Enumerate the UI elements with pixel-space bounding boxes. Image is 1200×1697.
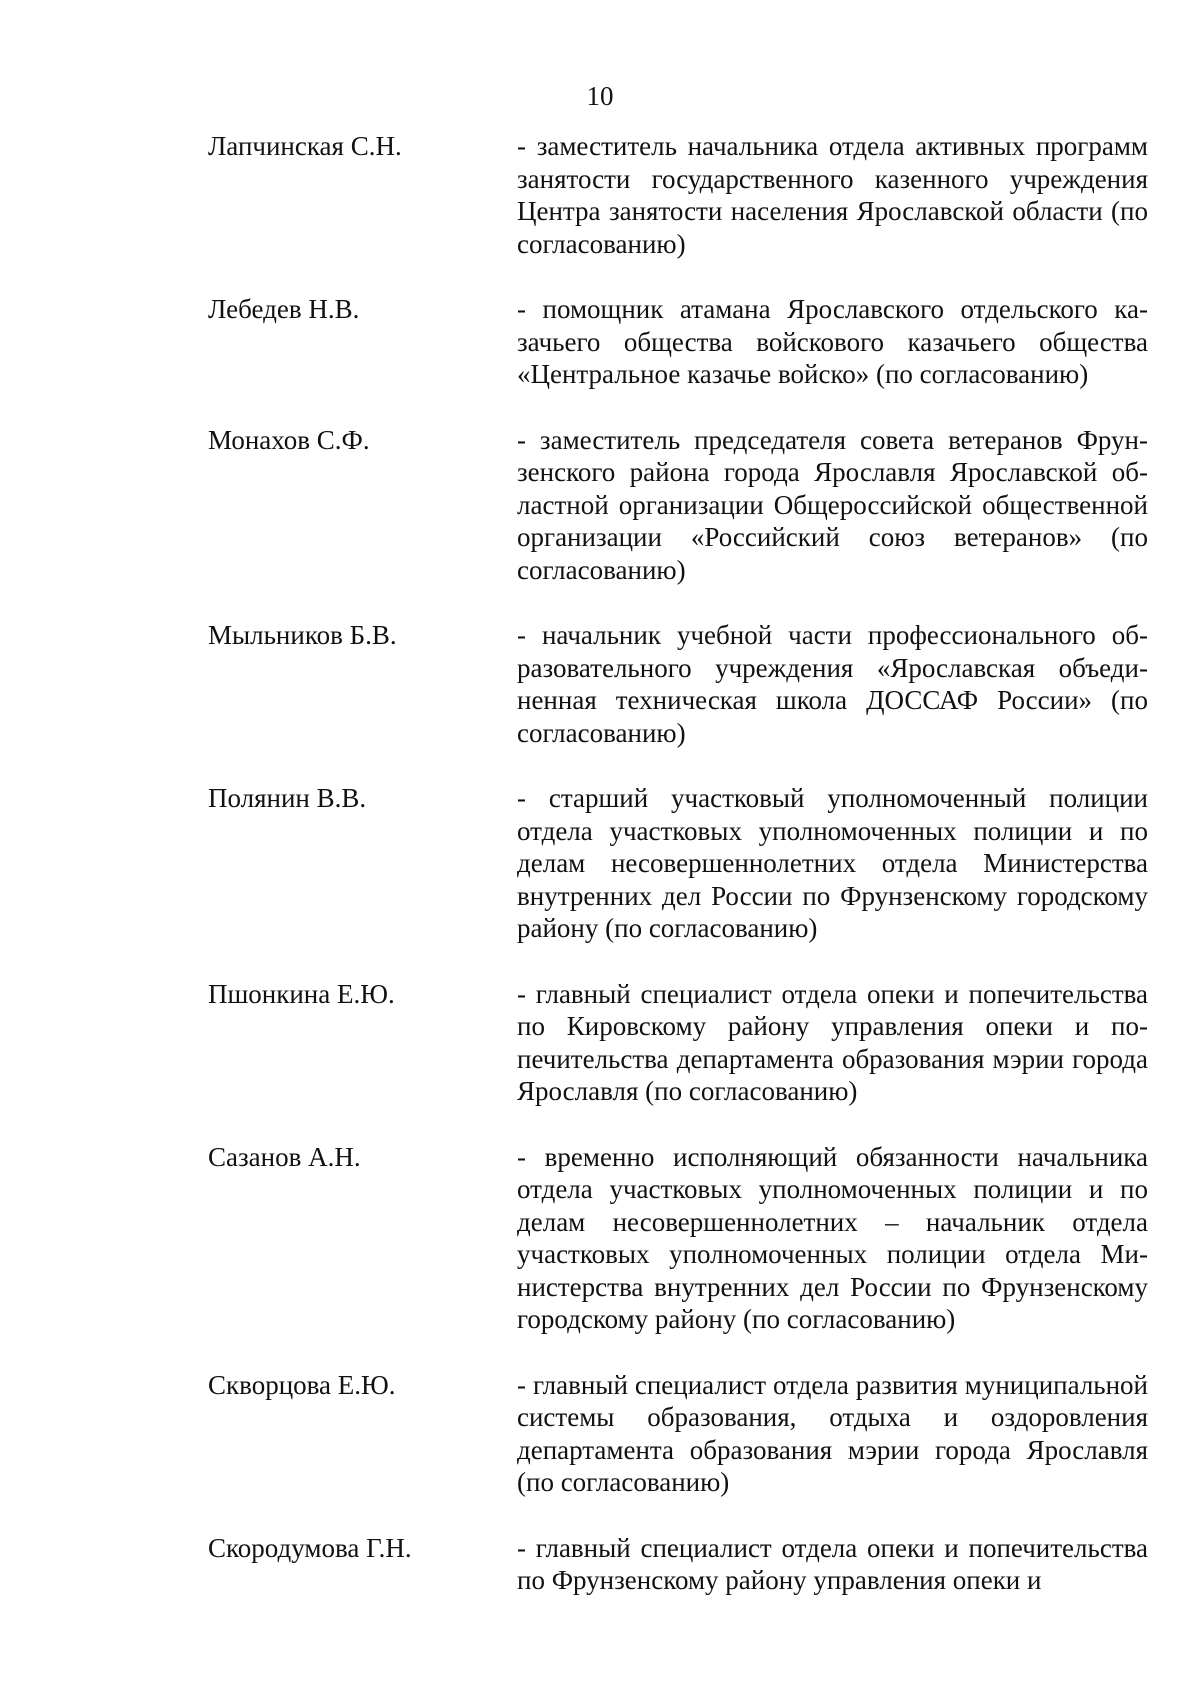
member-position: - временно исполняющий обязанности начальника отдела участковых уполномоченных полиции и по делам несовершеннолетних – начальник отдела участковых уполномоченных полиции отдела Министерства внутренних дел России по Фрунзенскому городскому району (по согласованию) — [517, 1141, 1148, 1334]
list-item — [208, 619, 1148, 749]
list-item — [208, 978, 1148, 1108]
list-item — [208, 130, 1148, 260]
member-position: - главный специалист отдела развития муниципальной системы образования, отдыха и оздоровления департамента образования мэрии города Ярославля (по согласованию) — [517, 1369, 1148, 1497]
member-position: - помощник атамана Ярославского отдельского казачьего общества войскового казачьего общества «Центральное казачье войско» (по согласованию) — [517, 294, 1148, 389]
member-name: Скворцова Е.Ю. — [208, 1369, 396, 1400]
page-number: 10 — [586, 81, 614, 111]
member-name: Полянин В.В. — [208, 783, 367, 813]
member-name: Сазанов А.Н. — [208, 1141, 361, 1172]
member-name: Пшонкина Е.Ю. — [208, 978, 395, 1009]
list-item — [208, 424, 1148, 587]
member-name: Монахов С.Ф. — [208, 424, 370, 455]
member-position: - главный специалист отдела опеки и попечительства по Кировскому району управления опеки и попечительства департамента образования мэрии города Ярославля (по согласованию) — [517, 978, 1148, 1106]
member-name: Лапчинская С.Н. — [208, 131, 402, 161]
member-list — [208, 130, 1148, 1597]
list-item — [208, 1369, 1148, 1499]
member-name: Лебедев Н.В. — [208, 294, 360, 324]
member-position: - начальник учебной части профессионального образовательного учреждения «Ярославская объединенная техническая школа ДОССАФ России» (по согласованию) — [517, 620, 1148, 748]
list-item — [208, 1532, 1148, 1597]
member-position: - заместитель председателя совета ветеранов Фрунзенского района города Ярославля Ярославской областной организации Общероссийской общественной организации «Российский союз ветеранов» (по согласованию) — [517, 424, 1148, 585]
list-item — [208, 1141, 1148, 1336]
member-position: - заместитель начальника отдела активных программ занятости государственного казенного учреждения Центра занятости населения Ярославской области (по согласованию) — [517, 131, 1148, 259]
list-item — [208, 293, 1148, 391]
member-name: Мыльников Б.В. — [208, 620, 397, 650]
member-name: Скородумова Г.Н. — [208, 1532, 412, 1563]
member-position: - старший участковый уполномоченный полиции отдела участковых уполномоченных полиции и по делам несовершеннолетних отдела Министерства внутренних дел России по Фрунзенскому городскому району (по согласованию) — [517, 783, 1148, 943]
member-position: - главный специалист отдела опеки и попечительства по Фрунзенскому району управления опеки и — [517, 1532, 1148, 1595]
list-item — [208, 782, 1148, 945]
